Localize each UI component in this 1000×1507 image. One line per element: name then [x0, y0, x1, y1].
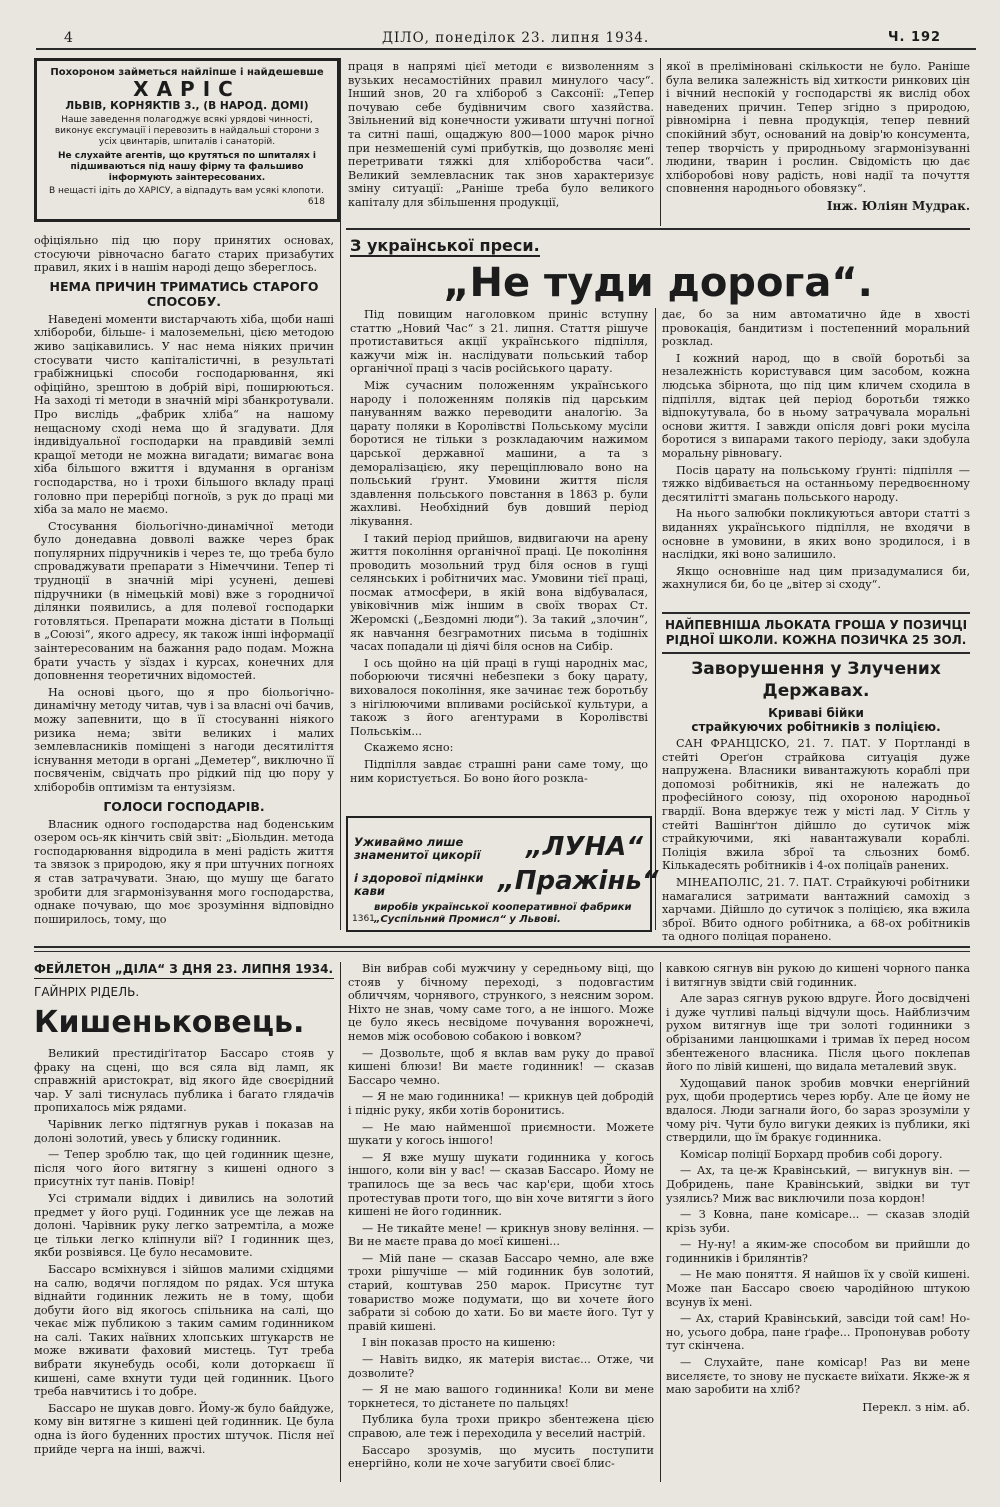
- column-1: [34, 234, 334, 929]
- feuilleton-c1-paragraph-4: Усі стримали віддих і дивились на золотий предмет у його руці. Годинник усе ще лежав на долоні. Чарівник руку легко затремтіла, а може це тільки легко кліпнули вії? І годинник щез, якби розвіявся. Це було несамовите.: [34, 1191, 334, 1260]
- feuilleton-c1-paragraph-2: Чарівник легко підтягнув рукав і показав на долоні золотий, увесь у блиску годинник.: [34, 1117, 334, 1145]
- luna-code: 1361: [352, 914, 375, 924]
- school-notice: НАЙПЕВНІША ЛЬОКАТА ГРОША У ПОЗИЧЦІ РІДНОЇ ШКОЛИ. КОЖНА ПОЗИЧКА 25 ЗОЛ.: [664, 618, 968, 647]
- feuilleton-c3-paragraph-1: кавкою сягнув він рукою до кишені чорного панка і витягнув звідти свій годинник.: [666, 962, 970, 989]
- luna-left-2: і здорової підмінки кави: [354, 871, 484, 898]
- press-paragraph-4: І ось щойно на цій праці в гущі народніх мас, поборюючи тисячні небезпеки з боку царату, виховалося покоління, яке зачинає теж боротьбу з нігілюючими впливами російської культури, а також з його агентурами в Королівстві Польськім...: [350, 656, 648, 738]
- feuilleton-c1-paragraph-6: Бассаро не шукав довго. Йому-ж було байдуже, кому він витягне з кишені цей годинник. Це була одна із його буденних простих штучок. Після неї прийде черга на інші, важчі.: [34, 1401, 334, 1456]
- press-paragraph-8: І кожний народ, що в своїй боротьбі за незалежність користувався цим засобом, кожна людська збірнота, що під цим кличем сходила в підпілля, відтак цей період боротьби тяжко відпокутувала, бо в ньому затрачувала моральні основи життя. І завжди опісля довгі роки мусіла боротися з випарами такого періоду, заки здобула моральну рівновагу.: [662, 351, 970, 460]
- luna-brand-1: „ЛУНА“: [526, 832, 644, 862]
- luna-bottom: виробів української кооперативної фабрики „Суспільний Промисл“ у Львові.: [374, 902, 632, 925]
- feuilleton-c3-paragraph-5: — Ах, та це-ж Кравінський, — вигукнув він. — Добридень, пане Кравінський, звідки ви тут узялись? Миж вас виключили поза кордон!: [666, 1164, 970, 1205]
- feuilleton-c3-paragraph-2: Але зараз сягнув рукою вдруге. Його досвідчені і дуже чутливі пальці відчули щось. Найблизчим рухом витягнув іще три золоті годинники з обрізаними ланцюшками і тримав їх перед носом збентеженого власника. Після цього поклепав його по лівій кишені, що видала металевий звук.: [666, 992, 970, 1074]
- feuilleton-c3-paragraph-10: — Слухайте, пане комісар! Раз ви мене виселяєте, то знову не пускаєте виїхати. Якже-ж я маю заробити на хліб?: [666, 1356, 970, 1397]
- feuilleton-c2-paragraph-6: — Не тикайте мене! — крикнув знову веління. — Ви не маєте права до моєї кишені...: [348, 1221, 654, 1249]
- press-paragraph-9: Посів царату на польському ґрунті: підпілля — тяжко відбивається на останньому передвоєнному десятилітті змагань польського народу.: [662, 463, 970, 504]
- col3-signature: Інж. Юліян Мудрак.: [826, 198, 970, 213]
- feuilleton-title: Кишеньковець.: [34, 1005, 305, 1040]
- ad-closing-wrap: [37, 185, 337, 207]
- usa-sub-2: страйкуючих робітників з поліцією.: [691, 720, 941, 734]
- feuilleton-rule-1: [34, 946, 970, 948]
- feuilleton-sign: Перекл. з нім. аб.: [862, 1399, 970, 1414]
- school-top-rule: [662, 612, 970, 614]
- funeral-ad: [34, 58, 340, 222]
- feuilleton-c2-paragraph-5: — Я вже мушу шукати годинника у когось іншого, коли він у вас! — сказав Бассаро. Йому не трапилось ще за весь час кар'єри, щоби хтось протестував проти того, що він хоче витягти з його кишені не його годинник.: [348, 1150, 654, 1219]
- feuilleton-col-2: [348, 962, 654, 1474]
- feuilleton-rule-2: [34, 951, 970, 952]
- feuilleton-c1-paragraph-3: — Тепер зроблю так, що цей годинник щезне, після чого його витягну з кишені одного з присутніх тут панів. Повір!: [34, 1148, 334, 1189]
- luna-brand-2: „Пражінь“: [498, 866, 659, 896]
- press-top-rule: [346, 228, 970, 230]
- feuilleton-c1-paragraph-5: Бассаро всміхнувся і зійшов малими східцями на салю, водячи поглядом по рядах. Уся штука віднайти годинник лежить не в тому, щоби добути його від якогось спільника на салі, що чекає між публикою з таким самим годинником на салі. Таких наївних хлопських штукарств не може вживати фаховий мистець. Тут треба вибрати якунебудь особі, коли доторкаєш її кишені, саме вхнути туди цей годинник. Цього треба навчитись і то добре.: [34, 1262, 334, 1399]
- press-paragraph-7: дає, бо за ним автоматично йде в хвості провокація, бандитизм і постепенний моральний розклад.: [662, 308, 970, 349]
- feuilleton-c3-paragraph-3: Худощавий панок зробив мовчки енергійний рух, щоби продертись через юрбу. Але це йому не вдалося. Люди загнали його, бо зараз зрозуміли у чому річ. Чути було вигуки деяких із публики, які ствердили, що їм бракує годинника.: [666, 1076, 970, 1145]
- feuilleton-c2-paragraph-2: — Дозвольте, щоб я вклав вам руку до правої кишені блюзи! Ви маєте годинник! — сказав Бассаро чемно.: [348, 1046, 654, 1087]
- press-headline: „Не туди дорога“.: [443, 260, 873, 306]
- press-paragraph-11: Якщо основніше над цим призадумалися би, жахнулися би, бо це „вітер зі сходу“.: [662, 564, 970, 592]
- press-paragraph-6: Підпілля завдає страшні рани саме тому, що ним користується. Бо воно його розкла-: [350, 758, 648, 785]
- header-rule: [36, 48, 976, 50]
- press-rubric: З української преси.: [350, 236, 540, 255]
- feuilleton-c3-paragraph-7: — Ну-ну! а яким-же способом ви прийшли до годинників і брилянтів?: [666, 1238, 970, 1265]
- usa-headline: Заворушення у Злучених Державах.: [691, 659, 941, 701]
- feuilleton-c2-paragraph-3: — Я не маю годинника! — крикнув цей добродій і підніс руку, якби хотів боронитись.: [348, 1090, 654, 1117]
- usa-sub-1: Криваві бійки: [768, 706, 864, 720]
- press-paragraph-10: На нього залюбки покликуються автори статті з виданнях українського підпілля, не входячи в основне в умовини, в яких воно зродилося, і в наслідки, які воно залишило.: [662, 507, 970, 562]
- usa-news: [662, 658, 970, 947]
- ad-address: ЛЬВІВ, КОРНЯКТІВ 3., (В НАРОД. ДОМІ): [65, 100, 309, 112]
- col1-paragraph-3: На основі цього, що я про біольогічно-динамічну методу читав, чув і за власні очі бачив, можу запевнити, що в її стосуванні ніякого ризика нема; звіти великих і малих землевласників поміщені з нагоди десятиліття існування методи в органі „Деметер“, виключно її посвяченім, свідчать про рідкий під цю пору у хліборобів оптимізм та ентузіязм.: [34, 685, 334, 794]
- col3-paragraph-1: якої в преліміновані скількости не було. Раніше була велика залежність від хиткости ринкових цін і вічний неспокій у господарстві як вислід обох наведених причин. Тепер згідно з природою, рівномірна і певна продукція, тепер певний спокійний збут, оснований на довір'ю консумента, тепер творчість у природньому згармонізуванні людини, тварин і рослин. Свідомість цю дає хліборобові нову радість, нові надії та почуття сповнення народнього обовязку“.: [666, 60, 970, 196]
- col1-heading-1: НЕМА ПРИЧИН ТРИМАТИСЬ СТАРОГО СПОСОБУ.: [49, 278, 319, 309]
- press-paragraph-1: Під повищим наголовком приніс вступну статтю „Новий Час“ з 21. липня. Стаття рішуче протиставиться акції українського підпілля, кажучи між ін. наслідувати польський табор органічної праці з часів російського царату.: [350, 308, 648, 376]
- feuilleton-c1-paragraph-1: Великий престидіґітатор Бассаро стояв у фраку на сцені, що вся сяла від ламп, як справжній аристократ, від якого йде своєрідний чар. У залі тиснулась публика і багато глядачів пропихалось між рядами.: [34, 1047, 334, 1115]
- press-paragraph-3: І такий період прийшов, видвигаючи на арену життя покоління органічної праці. Це покоління проводить мозольний труд біля основ в гущі селянських і робітничих мас. Умовини тієї праці, посмак атмосфери, в якій вона відбувалася, увіковічнив між іншим в своїх творах Ст. Жеромскі („Бездомні люди“). За такий „злочин“, як навчання безграмотних письма в тодішніх часах попадали ці діячі біля основ на Сибір.: [350, 531, 648, 654]
- feuilleton-c2-paragraph-10: — Я не маю вашого годинника! Коли ви мене торкнетеся, то дістанете по пальцях!: [348, 1383, 654, 1410]
- issue-number: Ч. 192: [888, 30, 942, 45]
- press-paragraph-5: Скажемо ясно:: [364, 741, 454, 755]
- column-divider-3: [655, 308, 656, 930]
- feuilleton-c2-paragraph-11: Публика була трохи прикро збентежена цією справою, але теж і переходила у веселий настрій.: [348, 1413, 654, 1440]
- luna-ad: [346, 816, 659, 932]
- feuilleton-c3-paragraph-8: — Не маю поняття. Я найшов їх у своїй кишені. Може пан Бассаро своєю чародійною штукою всунув їх мені.: [666, 1268, 970, 1309]
- col1-paragraph-4: Власник одного господарства над боденським озером ось-як кінчить свій звіт: „Біольдин. метода господарювання відродила в мені радість життя та звязок з природою, яку я при штучних погноях я став затрачувати. Знаю, що мушу ще багато зробити для згармонізування мого господарства, однаке почуваю, що моє зрозуміння відповідно поширилось, тому, що: [34, 817, 334, 926]
- feuilleton-divider-2: [660, 962, 661, 1482]
- feuilleton-label: ФЕЙЛЕТОН „ДІЛА“ З ДНЯ 23. ЛИПНЯ 1934.: [34, 962, 334, 979]
- feuilleton-col-1: [34, 962, 334, 1459]
- ad-warning: Не слухайте агентів, що крутяться по шпиталях і підшиваються під нашу фірму та фальшиво інформують заінтересованих.: [58, 151, 316, 183]
- page-number: 4: [64, 30, 74, 46]
- feuilleton-author: ГАЙНРІХ РІДЕЛЬ.: [34, 985, 140, 999]
- school-bottom-rule: [662, 652, 970, 654]
- col1-heading-2: ГОЛОСИ ГОСПОДАРІВ.: [103, 798, 265, 814]
- ad-line1: Похороном займеться найліпше і найдешевше: [50, 67, 324, 78]
- feuilleton-c3-paragraph-6: — З Ковна, пане комісаре... — сказав злодій крізь зуби.: [666, 1208, 970, 1235]
- feuilleton-c3-paragraph-9: — Ах, старий Кравінський, завсіди той сам! Но-но, усього добра, пане ґрафе... Пропонував роботу тут скінчена.: [666, 1312, 970, 1353]
- feuilleton-c2-paragraph-8: І він показав просто на кишеню:: [362, 1336, 556, 1350]
- usa-paragraph-2: МІНЕАПОЛІС, 21. 7. ПАТ. Страйкуючі робітники намагалися затримати вантажний самохід з харчами. Дійшло до сутичок з поліцією, яка вжила зброї. Вбито одного робітника, а 68-ох робітників та одного поліцая поранено.: [662, 875, 970, 944]
- usa-paragraph-1: САН ФРАНЦІСКО, 21. 7. ПАТ. У Портланді в стейті Ореґон страйкова ситуація дуже напружена. Власники вивантажують кораблі при допомозі робітників, які не належать до професійного союзу, під охороною народньої гвардії. Вона вдержує теж у місті лад. У Сітль у стейті Вашінґтон дійшло до сутичок між страйкуючими, які навантажували кораблі. Поліція вжила зброї та сльозних бомб. Кількадесять робітників і 4-ох поліцаїв ранених.: [662, 737, 970, 873]
- press-col-right: [662, 308, 970, 595]
- column-divider-2: [660, 58, 661, 226]
- ad-name: ХАРІС: [133, 77, 241, 101]
- feuilleton-c2-paragraph-9: — Навіть видко, як матерія вистає... Отже, чи дозволите?: [348, 1353, 654, 1380]
- column-divider-1: [340, 58, 341, 930]
- feuilleton-c2-paragraph-1: Він вибрав собі мужчину у середньому віці, що стояв у бічному переході, з подовгастим обличчям, чорнявого, стрункого, з неясним зором. Ніхто не знав, чому саме того, а не іншого. Може це було якесь несвідоме почування ворожнечі, немов між особовою собакою і вовком?: [348, 962, 654, 1043]
- col1-paragraph-1: Наведені моменти вистарчають хіба, щоби наші хлібороби, більше- і малоземельні, цією методою живо зацікавились. У нас нема ніяких причин стосувати чисто капіталістичні, в результаті грабіжницькі способи господарювання, які офіційно, зрештою в добрій вірі, поширюються. На заході ті методи в значній мірі збанкротували. Про вислідь „фабрик хліба“ на нашому нещасному сході нема що й згадувати. Для індивідуальної господарки на правдивій землі кращої методи не можна вигадати; вимагає вона хіба більшого вжиття і вдумання в організм господарства, но і трохи більшого вкладу праці головно при перерібці погноїв, з рук до праці ми хіба за мало не маємо.: [34, 312, 334, 517]
- feuilleton-col-3: [666, 962, 970, 1414]
- feuilleton-c2-paragraph-7: — Мій пане — сказав Бассаро чемно, але вже трохи рішучіше — мій годинник був золотий, старий, коштував 250 марок. Присутнє тут товариство може подумати, що ви хочете його забрати зі собою до хати. Бо ви маєте його. Тут у правій кишені.: [348, 1251, 654, 1333]
- feuilleton-c3-paragraph-4: Комісар поліції Борхард пробив собі дорогу.: [680, 1147, 943, 1161]
- col1-paragraph-2: Стосування біольогічно-динамічної методи було донедавна довволі важке через брак популярних підручників і через те, що треба було спроваджувати препарати з Німеччини. Тепер ті трудноції в значній мірі усунені, дешеві підручники (в німецькій мові) вже з городничої ділянки появились, а для полевої господарки готовляться. Препарати можна дістати в Польщі в „Союзі“, якого адресу, як також інші інформації заінтересованим на бажання радо подам. Можна брати участь у зїздах і курсах, конечних для доповнення теоретичних відомостей.: [34, 519, 334, 683]
- col1-intro: офіціяльно під цю пору принятих основах, стосуючи рівночасно багато старих призабутих правил, яких і в нашім народі дещо збереглось.: [34, 234, 334, 275]
- feuilleton-c2-paragraph-12: Бассаро зрозумів, що мусить поступити енергійно, коли не хоче загубити своєї блис-: [348, 1443, 654, 1471]
- feuilleton-c2-paragraph-4: — Не маю найменшої приємности. Можете шукати у когось іншого!: [348, 1120, 654, 1148]
- column-2-top: [348, 60, 654, 213]
- ad-code: 618: [307, 197, 325, 207]
- column-3-top: [666, 60, 970, 213]
- press-col-left: [350, 308, 648, 788]
- masthead-date: ДІЛО, понеділок 23. липня 1934.: [382, 30, 650, 46]
- luna-left-1: Уживаймо лише знаменитої цикорії: [354, 835, 481, 862]
- press-paragraph-2: Між сучасним положенням українського народу і положенням поляків під царським пануванням важко переводити аналогію. За царату поляки в Королівстві Польському мусіли боротися не тільки з розкладаючим нажимом царської державної машини, а та з деморалізацією, яку перещіплювало воно на польський ґрунт. Умовини життя після здавлення польського повстання в 1863 р. були жахливі. Необхідний був довший період лікування.: [350, 378, 648, 528]
- col2-paragraph-1: праця в напрямі цієї методи є визволенням з вузьких несамостійних правил минулого часу“. Інший знов, 20 га хлібороб з Саксонії: „Тепер почуваю себе будівничим свого хазяйства. Звільнений від конечности уживати штучні погної та ситні паші, ощаджую 800—1000 марок річно при незмешеній сумі прибутків, що дозволяє мені перетривати тяжкі для хліборобства часи“. Великий землевласник так знов характеризує зміну ситуації: „Раніше треба було великого капіталу для збільшення продукції,: [348, 60, 654, 209]
- ad-body: Наше заведення полагоджує всякі урядові чинності, виконує ексгумації і перевозить в найдальші сторони з усіх цвинтарів, шпиталів і санаторій.: [54, 115, 320, 147]
- feuilleton-divider-1: [340, 962, 341, 1482]
- ad-closing: В нещасті ідіть до ХАРІСУ, а відпадуть вам усякі клопоти.: [49, 186, 324, 196]
